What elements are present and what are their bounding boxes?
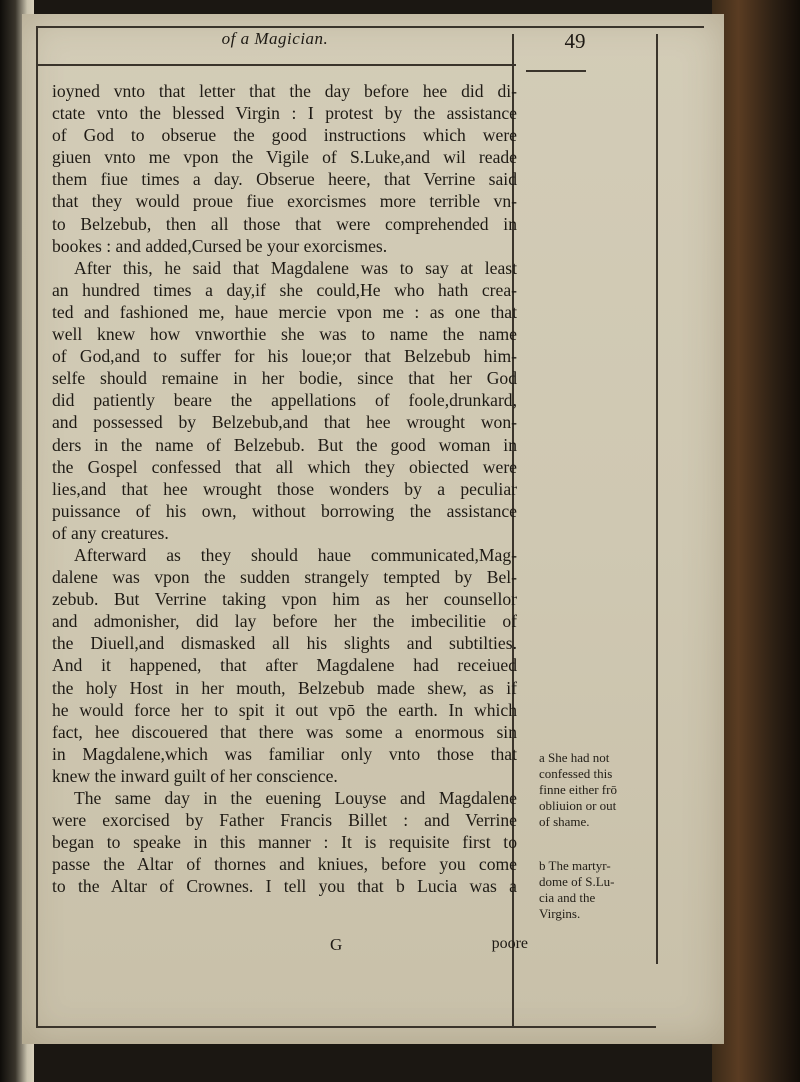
text-line: giuen vnto me vpon the Vigile of S.Luke,and wil reade (52, 147, 517, 168)
text-line: that they would proue fiue exorcismes more terrible vn- (52, 191, 517, 212)
text-line: ctate vnto the blessed Virgin : I protest by the assistance (52, 103, 517, 124)
page-number-rule (526, 70, 586, 72)
text-line: were exorcised by Father Francis Billet : and Verrine (52, 810, 517, 831)
text-line: ted and fashioned me, haue mercie vpon me : as one that (52, 301, 517, 322)
note-line: obliuion or out (539, 798, 617, 813)
note-line: finne either frō (539, 782, 617, 797)
text-line: zebub. But Verrine taking vpon him as her counsellor (52, 589, 517, 610)
text-line: them fiue times a day. Obserue heere, that Verrine said (52, 169, 517, 190)
text-line: ders in the name of Belzebub. But the good woman in (52, 434, 517, 455)
text-line: dalene was vpon the sudden strangely tempted by Bel- (52, 567, 517, 588)
page-number: 49 (564, 29, 586, 53)
text-line: to the Altar of Crownes. I tell you that b Lucia was a (52, 876, 517, 897)
book-cover-edge (712, 0, 800, 1082)
text-line: an hundred times a day,if she could,He who hath crea- (52, 279, 517, 300)
signature-mark: G (330, 935, 343, 954)
text-line: and possessed by Belzebub,and that hee wrought won- (52, 412, 517, 433)
text-line: and admonisher, did lay before her the imbecilitie of (52, 611, 517, 632)
margin-note-b (539, 858, 659, 922)
text-line: of God,and to suffer for his loue;or that Belzebub him- (52, 346, 517, 367)
text-line: And it happened, that after Magdalene had receiued (52, 655, 517, 676)
text-line: of God to obserue the good instructions which were (52, 125, 517, 146)
text-line: fact, hee discouered that there was some a enormous sin (52, 721, 517, 742)
text-line: After this, he said that Magdalene was to say at least (74, 257, 517, 278)
footer-rule (36, 1026, 656, 1028)
text-line: Afterward as they should haue communicated,Mag- (74, 544, 517, 565)
text-line: the Diuell,and dismasked all his slights and subtilties. (52, 633, 517, 654)
text-line: he would force her to spit it out vpō the earth. In which (52, 699, 517, 720)
running-title: of a Magician. (221, 29, 329, 48)
text-line: did patiently beare the appellations of foole,drunkard, (52, 390, 517, 411)
text-line: began to speake in this manner : It is requisite first to (52, 832, 517, 853)
text-line: the holy Host in her mouth, Belzebub made shew, as if (52, 677, 517, 698)
text-line: selfe should remaine in her bodie, since that her God (52, 368, 517, 389)
header-rule-bottom (36, 64, 516, 66)
note-line: b The martyr- (539, 858, 611, 873)
margin-note-a (539, 750, 659, 830)
note-line: dome of S.Lu- (539, 874, 615, 889)
text-line: puissance of his own, without borrowing the assistance (52, 500, 517, 521)
left-frame-rule (36, 26, 38, 1026)
text-line: knew the inward guilt of her conscience. (52, 765, 338, 786)
text-line: to Belzebub, then all those that were comprehended in (52, 213, 517, 234)
note-line: Virgins. (539, 906, 581, 921)
note-line: of shame. (539, 814, 590, 829)
text-line: well knew how vnworthie she was to name the name (52, 324, 517, 345)
text-line: bookes : and added,Cursed be your exorcismes. (52, 235, 388, 256)
note-line: cia and the (539, 890, 596, 905)
note-line: a She had not (539, 750, 610, 765)
text-line: the Gospel confessed that all which they obiected were (52, 456, 517, 477)
catchword: poore (491, 935, 528, 952)
text-line: in Magdalene,which was familiar only vnto those that (52, 743, 517, 764)
note-line: confessed this (539, 766, 613, 781)
text-line: of any creatures. (52, 522, 169, 543)
text-line: ioyned vnto that letter that the day before hee did di- (52, 81, 517, 101)
text-line: lies,and that hee wrought those wonders by a peculiar (52, 478, 517, 499)
text-line: passe the Altar of thornes and kniues, before you come (52, 854, 517, 875)
main-text-column (52, 80, 517, 897)
text-line: The same day in the euening Louyse and Magdalene (74, 788, 517, 808)
header-rule-top (36, 26, 704, 28)
